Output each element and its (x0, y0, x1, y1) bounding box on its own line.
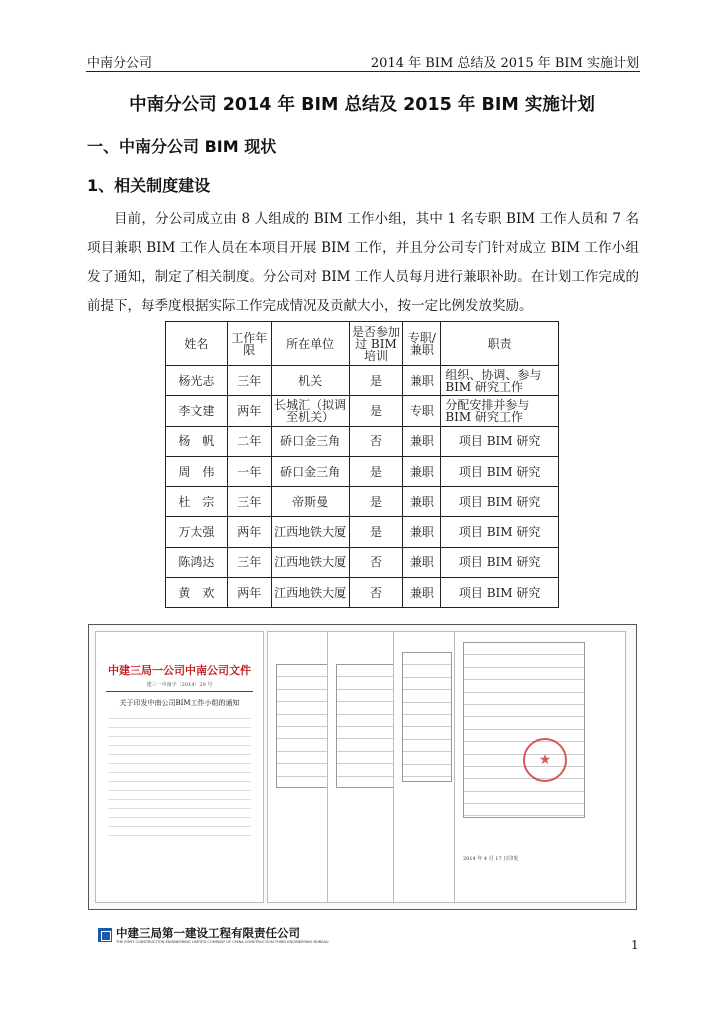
table-cell: 兼职 (403, 578, 441, 608)
table-cell: 是 (349, 396, 403, 426)
scan-page-cover (95, 631, 264, 903)
scan-mini-table (276, 664, 332, 788)
table-cell: 帝斯曼 (271, 487, 349, 517)
table-cell: 兼职 (403, 456, 441, 486)
table-cell: 兼职 (403, 547, 441, 577)
table-cell: 万太强 (166, 517, 228, 547)
scan-print-date: 2014 年 4 月 17 日印发 (463, 856, 519, 862)
table-cell: 硚口金三角 (271, 426, 349, 456)
scan-doc-text (96, 708, 263, 846)
table-cell: 兼职 (403, 366, 441, 396)
table-cell: 否 (349, 426, 403, 456)
table-row (166, 487, 559, 517)
subsection-heading: 1、相关制度建设 (87, 176, 211, 195)
scanned-notice-image (88, 624, 637, 910)
table-cell: 兼职 (403, 487, 441, 517)
table-cell: 项目 BIM 研究 (441, 426, 559, 456)
scan-mini-table (402, 652, 452, 782)
table-cell: 杜 宗 (166, 487, 228, 517)
body-paragraph: 目前，分公司成立由 8 人组成的 BIM 工作小组，其中 1 名专职 BIM 工作人员和 7 名项目兼职 BIM 工作人员在本项目开展 BIM 工作，并且分公司专门针对成立 BIM 工作小组发了通知，制定了相关制度。分公司对 BIM 工作人员每月进行兼职补助。在计划工作完成的前提下，每季度根据实际工作完成情况及贡献大小，按一定比例发放奖励。 (87, 211, 639, 314)
table-cell: 分配安排并参与 BIM 研究工作 (441, 396, 559, 426)
scan-page-4 (393, 631, 461, 903)
table-header-cell: 专职/兼职 (403, 322, 441, 366)
table-cell: 是 (349, 517, 403, 547)
header-left: 中南分公司 (87, 56, 153, 71)
table-cell: 陈鸿达 (166, 547, 228, 577)
table-cell: 项目 BIM 研究 (441, 487, 559, 517)
table-cell: 兼职 (403, 517, 441, 547)
scan-red-rule (106, 691, 253, 692)
table-cell: 江西地铁大厦 (271, 547, 349, 577)
footer-company-name: 中建三局第一建设工程有限责任公司 (116, 926, 300, 940)
header-divider (86, 71, 640, 72)
table-cell: 硚口金三角 (271, 456, 349, 486)
document-title: 中南分公司 2014 年 BIM 总结及 2015 年 BIM 实施计划 (129, 95, 595, 115)
table-cell: 否 (349, 547, 403, 577)
section-heading: 一、中南分公司 BIM 现状 (87, 137, 277, 156)
staff-table (165, 321, 559, 608)
table-cell: 专职 (403, 396, 441, 426)
table-header-cell: 所在单位 (271, 322, 349, 366)
table-cell: 一年 (227, 456, 271, 486)
table-cell: 三年 (227, 547, 271, 577)
page-number: 1 (631, 938, 639, 952)
red-seal-stamp (523, 738, 567, 782)
table-cell: 杨光志 (166, 366, 228, 396)
seal-star-icon: ★ (538, 752, 552, 768)
scan-doc-number: 建三一中南字〔2014〕29 号 (146, 682, 213, 688)
table-cell: 项目 BIM 研究 (441, 456, 559, 486)
table-cell: 是 (349, 487, 403, 517)
table-cell: 组织、协调、参与 BIM 研究工作 (441, 366, 559, 396)
table-header-cell: 是否参加过 BIM 培训 (349, 322, 403, 366)
table-header-row (166, 322, 559, 366)
table-cell: 是 (349, 456, 403, 486)
table-cell: 项目 BIM 研究 (441, 578, 559, 608)
table-cell: 周 伟 (166, 456, 228, 486)
footer-company-name-en: THE FIRST CONSTRUCTION ENGINEERING LIMITED COMPANY OF CHINA CONSTRUCTION THIRD ENGINEERING BUREAU (116, 940, 329, 944)
table-row (166, 396, 559, 426)
table-row (166, 547, 559, 577)
table-header-cell: 职责 (441, 322, 559, 366)
table-row (166, 366, 559, 396)
table-cell: 三年 (227, 366, 271, 396)
table-cell: 否 (349, 578, 403, 608)
table-row (166, 456, 559, 486)
company-logo-icon (98, 928, 112, 942)
table-cell: 项目 BIM 研究 (441, 517, 559, 547)
table-cell: 兼职 (403, 426, 441, 456)
table-row (166, 578, 559, 608)
table-cell: 是 (349, 366, 403, 396)
scan-mini-table (336, 664, 396, 788)
table-cell: 杨 帆 (166, 426, 228, 456)
table-cell: 两年 (227, 517, 271, 547)
scan-page-5 (454, 631, 626, 903)
table-header-cell: 工作年限 (227, 322, 271, 366)
table-cell: 两年 (227, 578, 271, 608)
header-right: 2014 年 BIM 总结及 2015 年 BIM 实施计划 (370, 56, 639, 71)
scan-mini-table (463, 642, 585, 818)
table-cell: 李文建 (166, 396, 228, 426)
table-row (166, 517, 559, 547)
table-cell: 二年 (227, 426, 271, 456)
table-cell: 两年 (227, 396, 271, 426)
table-cell: 长城汇（拟调至机关） (271, 396, 349, 426)
scan-doc-title: 中建三局一公司中南公司文件 (108, 664, 251, 677)
table-cell: 江西地铁大厦 (271, 578, 349, 608)
scan-doc-subject: 关于印发中南公司BIM工作小组的通知 (119, 699, 240, 707)
table-cell: 江西地铁大厦 (271, 517, 349, 547)
table-cell: 黄 欢 (166, 578, 228, 608)
table-cell: 机关 (271, 366, 349, 396)
table-row (166, 426, 559, 456)
table-cell: 项目 BIM 研究 (441, 547, 559, 577)
table-cell: 三年 (227, 487, 271, 517)
table-header-cell: 姓名 (166, 322, 228, 366)
